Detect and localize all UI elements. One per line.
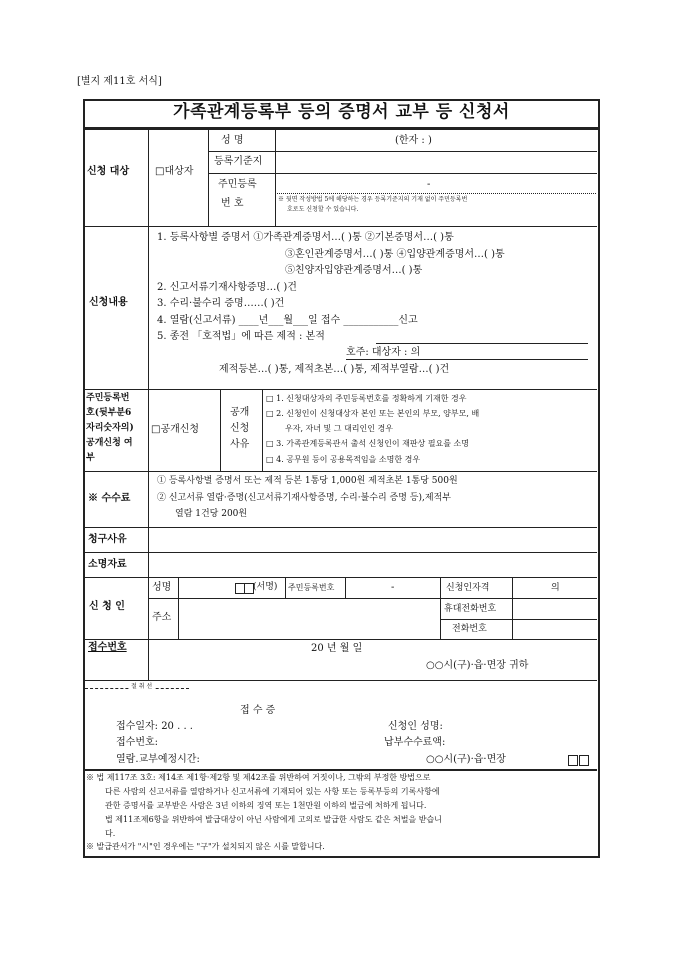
fee-line-1: ① 등록사항별 증명서 또는 제적 등본 1통당 1,000원 제적초본 1통당 500원 bbox=[157, 476, 458, 486]
disclosure-label-1: 주민등록번 bbox=[86, 393, 130, 403]
receipt-number: 접수번호: bbox=[116, 737, 159, 748]
content-line-4: 4. 열람(신고서류) ____년___월___일 접수 ___________신고 bbox=[157, 315, 418, 326]
content-line-2: 2. 신고서류기재사항증명…( )건 bbox=[157, 282, 297, 293]
content-section-label: 신청내용 bbox=[89, 297, 128, 308]
target-rrn-dash: - bbox=[427, 179, 431, 190]
disclosure-label-3: 자리숫자의) bbox=[86, 423, 134, 433]
disclosure-reason-3: 사유 bbox=[230, 439, 250, 450]
receipt-title: 접 수 증 bbox=[240, 705, 276, 716]
applicant-mobile-label: 휴대전화번호 bbox=[444, 604, 497, 614]
target-section-label: 신청 대상 bbox=[87, 166, 130, 177]
applicant-qual-label: 신청인자격 bbox=[446, 583, 490, 593]
target-base-label: 등록기준지 bbox=[214, 156, 263, 167]
disclosure-reason-option-3[interactable]: □ 3. 가족관계등록관서 출석 신청인이 재판상 필요를 소명 bbox=[266, 439, 470, 448]
proof-label: 소명자료 bbox=[88, 559, 127, 570]
content-line-5b: 호주: 대상자 : 의 bbox=[346, 347, 421, 358]
receipt-applicant-name: 신청인 성명: bbox=[388, 721, 443, 732]
applicant-phone-label: 전화번호 bbox=[452, 624, 487, 634]
application-date: 20 년 월 일 bbox=[311, 643, 363, 654]
applicant-rrn-label: 주민등록번호 bbox=[288, 583, 335, 592]
applicant-sign[interactable]: (서명) bbox=[253, 582, 278, 592]
content-line-3: 3. 수리·불수리 증명……( )건 bbox=[157, 298, 285, 309]
disclosure-label-2: 호(뒷부분6 bbox=[86, 408, 132, 418]
receipt-no-label: 접수번호 bbox=[88, 642, 127, 653]
applicant-address-label: 주소 bbox=[152, 612, 172, 623]
target-hanja-field[interactable]: (한자 : ) bbox=[395, 135, 432, 146]
reason-label: 청구사유 bbox=[88, 534, 127, 545]
content-line-1b: ③혼인관계증명서…( )통 ④입양관계증명서…( )통 bbox=[285, 249, 505, 260]
fee-line-2: ② 신고서류 열람·증명(신고서류기재사항증명, 수리·불수리 증명 등),제적부 bbox=[157, 493, 451, 503]
applicant-section-label: 신 청 인 bbox=[89, 601, 125, 612]
disclosure-checkbox[interactable]: □공개신청 bbox=[151, 424, 200, 435]
receipt-office: ○○시(구)·읍·면장 bbox=[426, 754, 506, 765]
fee-label: ※ 수수료 bbox=[88, 493, 131, 504]
content-line-5: 5. 종전 「호적법」에 따른 제적 : 본적 bbox=[157, 331, 325, 342]
note-1c: 관한 증명서를 교부받은 사람은 3년 이하의 징역 또는 1천만원 이하의 벌금에 처하게 됩니다. bbox=[105, 801, 427, 810]
applicant-qual-value: 의 bbox=[551, 583, 560, 593]
receipt-time: 열람.교부예정시간: bbox=[116, 754, 200, 765]
applicant-name-label: 성명 bbox=[152, 582, 172, 593]
note-1b: 다른 사람의 신고서류를 열람하거나 신고서류에 기재되어 있는 사항 또는 등록부등의 기록사항에 bbox=[105, 787, 440, 796]
disclosure-reason-option-4[interactable]: □ 4. 공무원 등이 공용목적임을 소명한 경우 bbox=[266, 455, 421, 464]
content-line-5c: 제적등본…( )통, 제적초본…( )통, 제적부열람…( )건 bbox=[219, 364, 450, 375]
target-name-label: 성 명 bbox=[221, 135, 244, 146]
content-line-1c: ⑤친양자입양관계증명서…( )통 bbox=[285, 265, 423, 276]
note-2: ※ 발급관서가 "시"인 경우에는 "구"가 설치되지 않은 시를 말합니다. bbox=[86, 842, 325, 851]
content-line-1: 1. 등록사항별 증명서 ①가족관계증명서…( )통 ②기본증명서…( )통 bbox=[157, 232, 454, 243]
cut-line-label: 절 취 선 bbox=[131, 683, 153, 690]
receipt-date: 접수일자: 20 . . . bbox=[116, 721, 193, 732]
disclosure-label-5: 부 bbox=[86, 453, 95, 463]
target-rrn-note: ※ 뒷면 작성방법 5에 해당하는 경우 등록기준지의 기재 없이 주민등록번 bbox=[278, 196, 468, 203]
page-title: 가족관계등록부 등의 증명서 교부 등 신청서 bbox=[173, 102, 510, 122]
target-rrn-label-2: 번 호 bbox=[221, 198, 244, 209]
receipt-fee: 납부수수료액: bbox=[384, 737, 446, 748]
disclosure-reason-option-2b: 우자, 자녀 및 그 대리인인 경우 bbox=[285, 424, 393, 433]
disclosure-reason-option-1[interactable]: □ 1. 신청대상자의 주민등록번호를 정확하게 기재한 경우 bbox=[266, 394, 467, 403]
note-1: ※ 법 제117조 3호: 제14조 제1항·제2항 및 제42조를 위반하여 거짓이나, 그밖의 부정한 방법으로 bbox=[86, 773, 431, 782]
target-rrn-note-2: 호로도 신청할 수 있습니다. bbox=[287, 206, 359, 213]
fee-line-2b: 열람 1건당 200원 bbox=[175, 509, 248, 519]
disclosure-reason-2: 신청 bbox=[230, 423, 250, 434]
note-1e: 다. bbox=[105, 829, 116, 838]
target-checkbox[interactable]: □대상자 bbox=[155, 166, 194, 177]
disclosure-label-4: 공개신청 여 bbox=[86, 438, 133, 448]
note-1d: 법 제11조제6항을 위반하여 발급대상이 아닌 사람에게 고의로 발급한 사람도 같은 처벌을 받습니 bbox=[105, 815, 442, 824]
disclosure-reason-option-2[interactable]: □ 2. 신청인이 신청대상자 본인 또는 본인의 부모, 양부모, 배 bbox=[266, 409, 480, 418]
disclosure-reason-1: 공개 bbox=[230, 407, 250, 418]
applicant-rrn-dash: - bbox=[391, 582, 395, 593]
form-label: [별지 제11호 서식] bbox=[77, 76, 162, 87]
addressee: ○○시(구)·읍·면장 귀하 bbox=[426, 660, 529, 671]
target-rrn-label: 주민등록 bbox=[218, 179, 257, 190]
